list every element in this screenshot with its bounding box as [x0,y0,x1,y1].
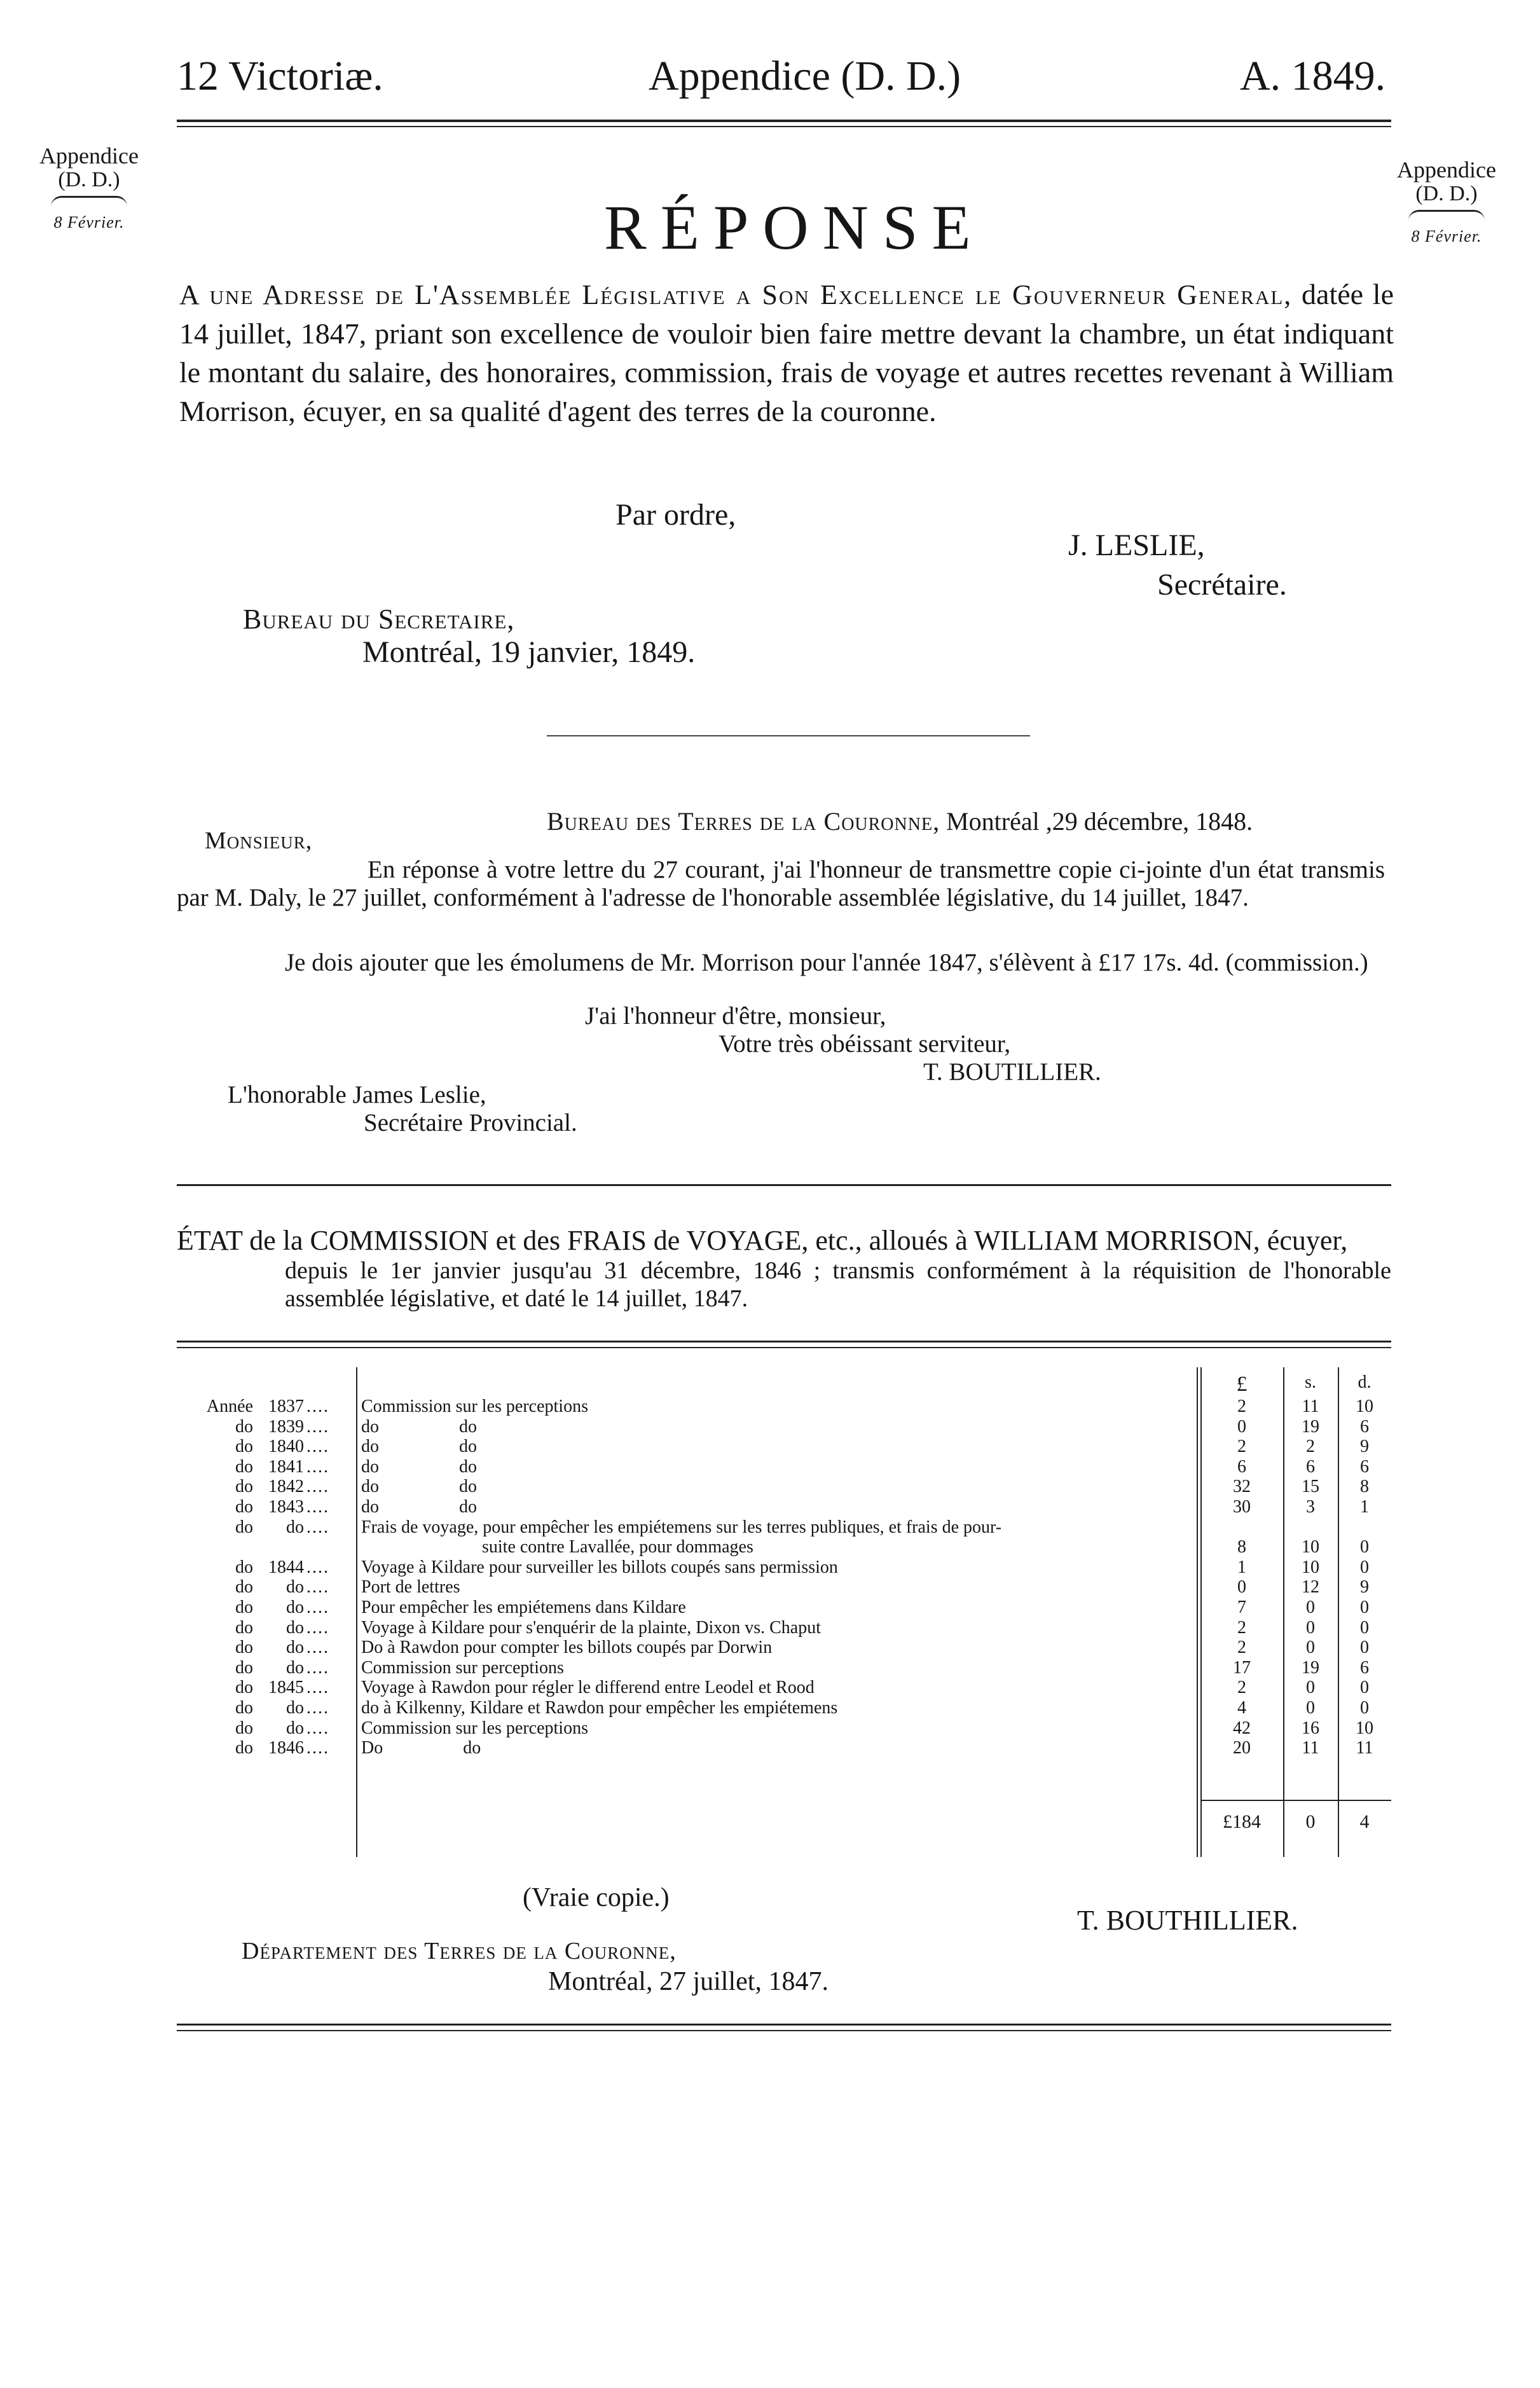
row-leader: .... [306,1456,329,1477]
table-row [177,1457,1391,1477]
row-description [361,1437,1192,1457]
row-leader: .... [306,1738,329,1758]
row-leader: .... [306,1678,329,1698]
table-row [177,1698,1391,1718]
row-year: 1843 [268,1497,304,1517]
row-description-text: Voyage à Rawdon pour régler le differend entre Leodel et Rood [361,1678,817,1697]
row-pounds: 1 [1237,1557,1246,1577]
reponse-body: datée le 14 juillet, 1847, priant son excellence de vouloir bien faire mettre devant la chambre, un état indiquant le montant du salaire, des honoraires, commission, frais de voyage et autres recettes revenant à William Morrison, écuyer, en sa qualité d'agent des terres de la couronne. [179,278,1394,427]
letter-addressee: L'honorable James Leslie, [228,1081,486,1108]
row-pounds: 32 [1233,1477,1251,1497]
row-year: do [286,1517,304,1537]
margin-note-label: Appendice [1397,157,1496,183]
row-description [361,1658,1192,1678]
row-description-text: Voyage à Kildare pour s'enquérir de la plainte, Dixon vs. Chaput [361,1618,823,1638]
row-shillings: 0 [1306,1678,1315,1698]
row-annee: do [235,1738,253,1758]
row-pounds: 2 [1237,1617,1246,1638]
margin-brace [51,196,127,207]
row-annee: do [235,1456,253,1477]
row-leader: .... [306,1657,329,1678]
row-annee: do [235,1577,253,1598]
row-pence: 0 [1360,1617,1369,1638]
row-pounds: 17 [1233,1657,1251,1678]
header-pence: d. [1358,1372,1372,1392]
row-description-text: Frais de voyage, pour empêcher les empiétemens sur les terres publiques, et frais de pour- [361,1517,1004,1537]
row-leader: .... [306,1416,329,1437]
header-shillings: s. [1305,1372,1316,1392]
row-description [361,1537,1192,1557]
row-year: 1840 [268,1437,304,1457]
row-pence: 10 [1356,1718,1373,1738]
row-pence: 0 [1360,1598,1369,1617]
row-leader: .... [306,1598,329,1617]
row-annee: Année [206,1397,253,1416]
row-description-text: Do à Rawdon pour compter les billots coupés par Dorwin [361,1638,774,1657]
par-ordre: Par ordre, [615,498,736,532]
row-description-text: do do [361,1417,479,1437]
row-description-text: Commission sur les perceptions [361,1397,591,1416]
row-description-text: Pour empêcher les empiétemens dans Kildare [361,1598,689,1617]
row-year: 1846 [268,1738,304,1758]
table-row [177,1537,1391,1557]
row-shillings: 10 [1302,1557,1319,1577]
row-description [361,1557,1192,1578]
row-year: do [286,1657,304,1678]
row-shillings: 12 [1302,1577,1319,1598]
row-pence: 0 [1360,1537,1369,1557]
row-pounds: 4 [1237,1698,1246,1718]
etat-subheading: depuis le 1er janvier jusqu'au 31 décembre, 1846 ; transmis conformément à la réquisition de l'honorable assemblée législative, et daté le 14 juillet, 1847. [285,1257,1391,1312]
row-annee: do [235,1517,253,1537]
letter-closing2: Votre très obéissant serviteur, [718,1030,1011,1058]
row-pounds: 8 [1237,1537,1246,1557]
table-row [177,1437,1391,1457]
row-leader: .... [306,1698,329,1718]
row-pounds: 0 [1237,1577,1246,1598]
letter-para1: En réponse à votre lettre du 27 courant, j'ai l'honneur de transmettre copie ci-jointe d'un état transmis par M. Daly, le 27 juillet, conformément à l'adresse de l'honorable assemblée législative, du 14 juillet, 1847. [177,856,1385,911]
row-description-text: Port de lettres [361,1577,463,1597]
row-description [361,1497,1192,1517]
row-annee: do [235,1698,253,1718]
row-pence: 0 [1360,1638,1369,1658]
row-year: do [286,1577,304,1598]
row-annee: do [235,1416,253,1437]
table-row [177,1598,1391,1618]
table-row [177,1497,1391,1517]
row-leader: .... [306,1718,329,1738]
row-description-text: do à Kilkenny, Kildare et Rawdon pour empêcher les empiétemens [361,1698,840,1718]
margin-note-label: Appendice [39,143,139,169]
row-leader: .... [306,1517,329,1537]
row-pence: 9 [1360,1577,1369,1598]
running-head-right: A. 1849. [1240,53,1386,99]
row-year: 1839 [268,1416,304,1437]
table-row [177,1638,1391,1658]
row-shillings: 10 [1302,1537,1319,1557]
row-description-text: do do [361,1437,479,1456]
row-pounds: 0 [1237,1416,1246,1437]
row-description [361,1678,1192,1698]
row-pence: 10 [1356,1397,1373,1416]
letter-addressee-title: Secrétaire Provincial. [364,1109,577,1136]
row-year: do [286,1598,304,1617]
row-annee: do [235,1617,253,1638]
row-year: 1845 [268,1678,304,1698]
row-year: do [286,1698,304,1718]
row-annee: do [235,1437,253,1457]
row-leader: .... [306,1638,329,1658]
row-shillings: 6 [1306,1456,1315,1477]
vraie-copie: (Vraie copie.) [523,1883,670,1912]
margin-note-date: 8 Février. [53,213,125,231]
row-annee: do [235,1598,253,1617]
table-row [177,1738,1391,1758]
row-description-text: suite contre Lavallée, pour dommages [482,1537,756,1557]
row-annee: do [235,1657,253,1678]
row-shillings: 19 [1302,1657,1319,1678]
row-pence: 0 [1360,1698,1369,1718]
table-top-rule [177,1341,1391,1342]
row-leader: .... [306,1437,329,1457]
bottom-rule [177,2024,1391,2026]
row-annee: do [235,1557,253,1577]
reponse-paragraph [179,275,1394,431]
footer-signer: T. BOUTHILLIER. [1077,1905,1298,1936]
margin-brace [1408,210,1485,221]
row-year: do [286,1638,304,1658]
row-description [361,1618,1192,1638]
table-top-rule-thin [177,1347,1391,1348]
row-description-text: Commission sur perceptions [361,1658,567,1678]
row-pence: 1 [1360,1497,1369,1517]
row-shillings: 2 [1306,1437,1315,1457]
row-year: do [286,1617,304,1638]
row-pence: 11 [1356,1738,1373,1758]
letter-salutation: Monsieur, [205,827,313,854]
row-pounds: 30 [1233,1497,1251,1517]
row-pence: 0 [1360,1678,1369,1698]
row-annee: do [235,1638,253,1658]
row-description-text: Commission sur les perceptions [361,1718,591,1738]
row-year: 1841 [268,1456,304,1477]
table-row [177,1397,1391,1417]
header-rule-thin [177,126,1391,127]
reponse-lead: A une Adresse de L'Assemblée Législative a Son Excellence le Gouverneur General, [179,279,1293,310]
total-shillings: 0 [1305,1811,1316,1832]
row-pounds: 7 [1237,1598,1246,1617]
row-pence: 8 [1360,1477,1369,1497]
etat-table [177,1367,1391,1857]
row-description [361,1397,1192,1417]
row-pounds: 20 [1233,1738,1251,1758]
running-head-center: Appendice (D. D.) [649,53,961,99]
row-description [361,1577,1192,1598]
reponse-title: RÉPONSE [604,192,985,263]
row-shillings: 0 [1306,1638,1315,1658]
row-pounds: 2 [1237,1638,1246,1658]
table-row [177,1517,1391,1538]
row-pounds: 2 [1237,1397,1246,1416]
row-description [361,1457,1192,1477]
row-pounds: 6 [1237,1456,1246,1477]
row-year: 1842 [268,1477,304,1497]
row-pounds: 2 [1237,1437,1246,1457]
row-pence: 6 [1360,1456,1369,1477]
row-leader: .... [306,1577,329,1598]
table-row [177,1417,1391,1437]
margin-note-date: 8 Février. [1411,227,1482,245]
row-annee: do [235,1678,253,1698]
reponse-place-date: Montréal, 19 janvier, 1849. [362,635,696,669]
row-description [361,1718,1192,1739]
margin-note-left [38,144,140,235]
row-leader: .... [306,1477,329,1497]
row-description-text: Voyage à Kildare pour surveiller les billots coupés sans permission [361,1557,841,1577]
table-row [177,1678,1391,1698]
row-pounds: 42 [1233,1718,1251,1738]
row-annee: do [235,1497,253,1517]
row-description [361,1638,1192,1658]
table-row [177,1557,1391,1578]
row-description [361,1417,1192,1437]
letter-para2: Je dois ajouter que les émolumens de Mr. Morrison pour l'année 1847, s'élèvent à £17 17s. 4d. (commission.) [285,949,1368,976]
row-shillings: 16 [1302,1718,1319,1738]
margin-note-right [1392,158,1501,249]
section-divider [547,735,1030,736]
total-pence: 4 [1359,1811,1370,1832]
header-pounds: £ [1236,1372,1248,1396]
table-row [177,1718,1391,1739]
footer-department: Département des Terres de la Couronne, [242,1938,677,1964]
row-shillings: 0 [1306,1698,1315,1718]
margin-note-code: (D. D.) [1415,182,1478,205]
reponse-signer: J. LESLIE, [1068,528,1205,562]
table-row [177,1577,1391,1598]
row-shillings: 11 [1302,1397,1319,1416]
row-leader: .... [306,1497,329,1517]
row-annee: do [235,1718,253,1738]
total-rule [1200,1800,1391,1801]
row-description [361,1698,1192,1718]
row-shillings: 0 [1306,1617,1315,1638]
row-pence: 6 [1360,1416,1369,1437]
row-leader: .... [306,1557,329,1577]
section-rule [177,1184,1391,1186]
footer-place-date: Montréal, 27 juillet, 1847. [548,1967,828,1996]
table-row [177,1477,1391,1497]
row-description-text: do do [361,1497,479,1517]
row-shillings: 3 [1306,1497,1315,1517]
letter-closing1: J'ai l'honneur d'être, monsieur, [585,1002,886,1030]
reponse-signer-title: Secrétaire. [1157,568,1287,602]
reponse-office: Bureau du Secretaire, [243,604,515,635]
bottom-rule-thin [177,2030,1391,2031]
row-pence: 9 [1360,1437,1369,1457]
letter-dateline [547,806,1253,836]
row-description [361,1517,1192,1538]
row-leader: .... [306,1617,329,1638]
row-pounds: 2 [1237,1678,1246,1698]
row-shillings: 15 [1302,1477,1319,1497]
letter-signer: T. BOUTILLIER. [923,1058,1101,1086]
header-rule [177,120,1391,122]
row-year: 1844 [268,1557,304,1577]
row-pence: 6 [1360,1657,1369,1678]
row-annee: do [235,1477,253,1497]
row-shillings: 0 [1306,1598,1315,1617]
margin-note-code: (D. D.) [58,168,120,191]
letter-place-date: Montréal ,29 décembre, 1848. [946,807,1253,836]
etat-heading: ÉTAT de la COMMISSION et des FRAIS de VOYAGE, etc., alloués à WILLIAM MORRISON, écuyer, [177,1225,1348,1256]
row-pence: 0 [1360,1557,1369,1577]
row-year: do [286,1718,304,1738]
total-pounds: £184 [1223,1811,1261,1832]
row-description-text: do do [361,1477,479,1496]
table-row [177,1658,1391,1678]
row-description [361,1738,1192,1758]
row-shillings: 11 [1302,1738,1319,1758]
row-year: 1837 [268,1397,304,1416]
row-shillings: 19 [1302,1416,1319,1437]
row-description [361,1598,1192,1618]
row-leader: .... [306,1397,329,1416]
letter-office: Bureau des Terres de la Couronne, [547,807,940,836]
table-row [177,1618,1391,1638]
running-head-left: 12 Victoriæ. [177,53,383,99]
row-description [361,1477,1192,1497]
row-description-text: Do do [361,1738,483,1758]
row-description-text: do do [361,1457,479,1477]
